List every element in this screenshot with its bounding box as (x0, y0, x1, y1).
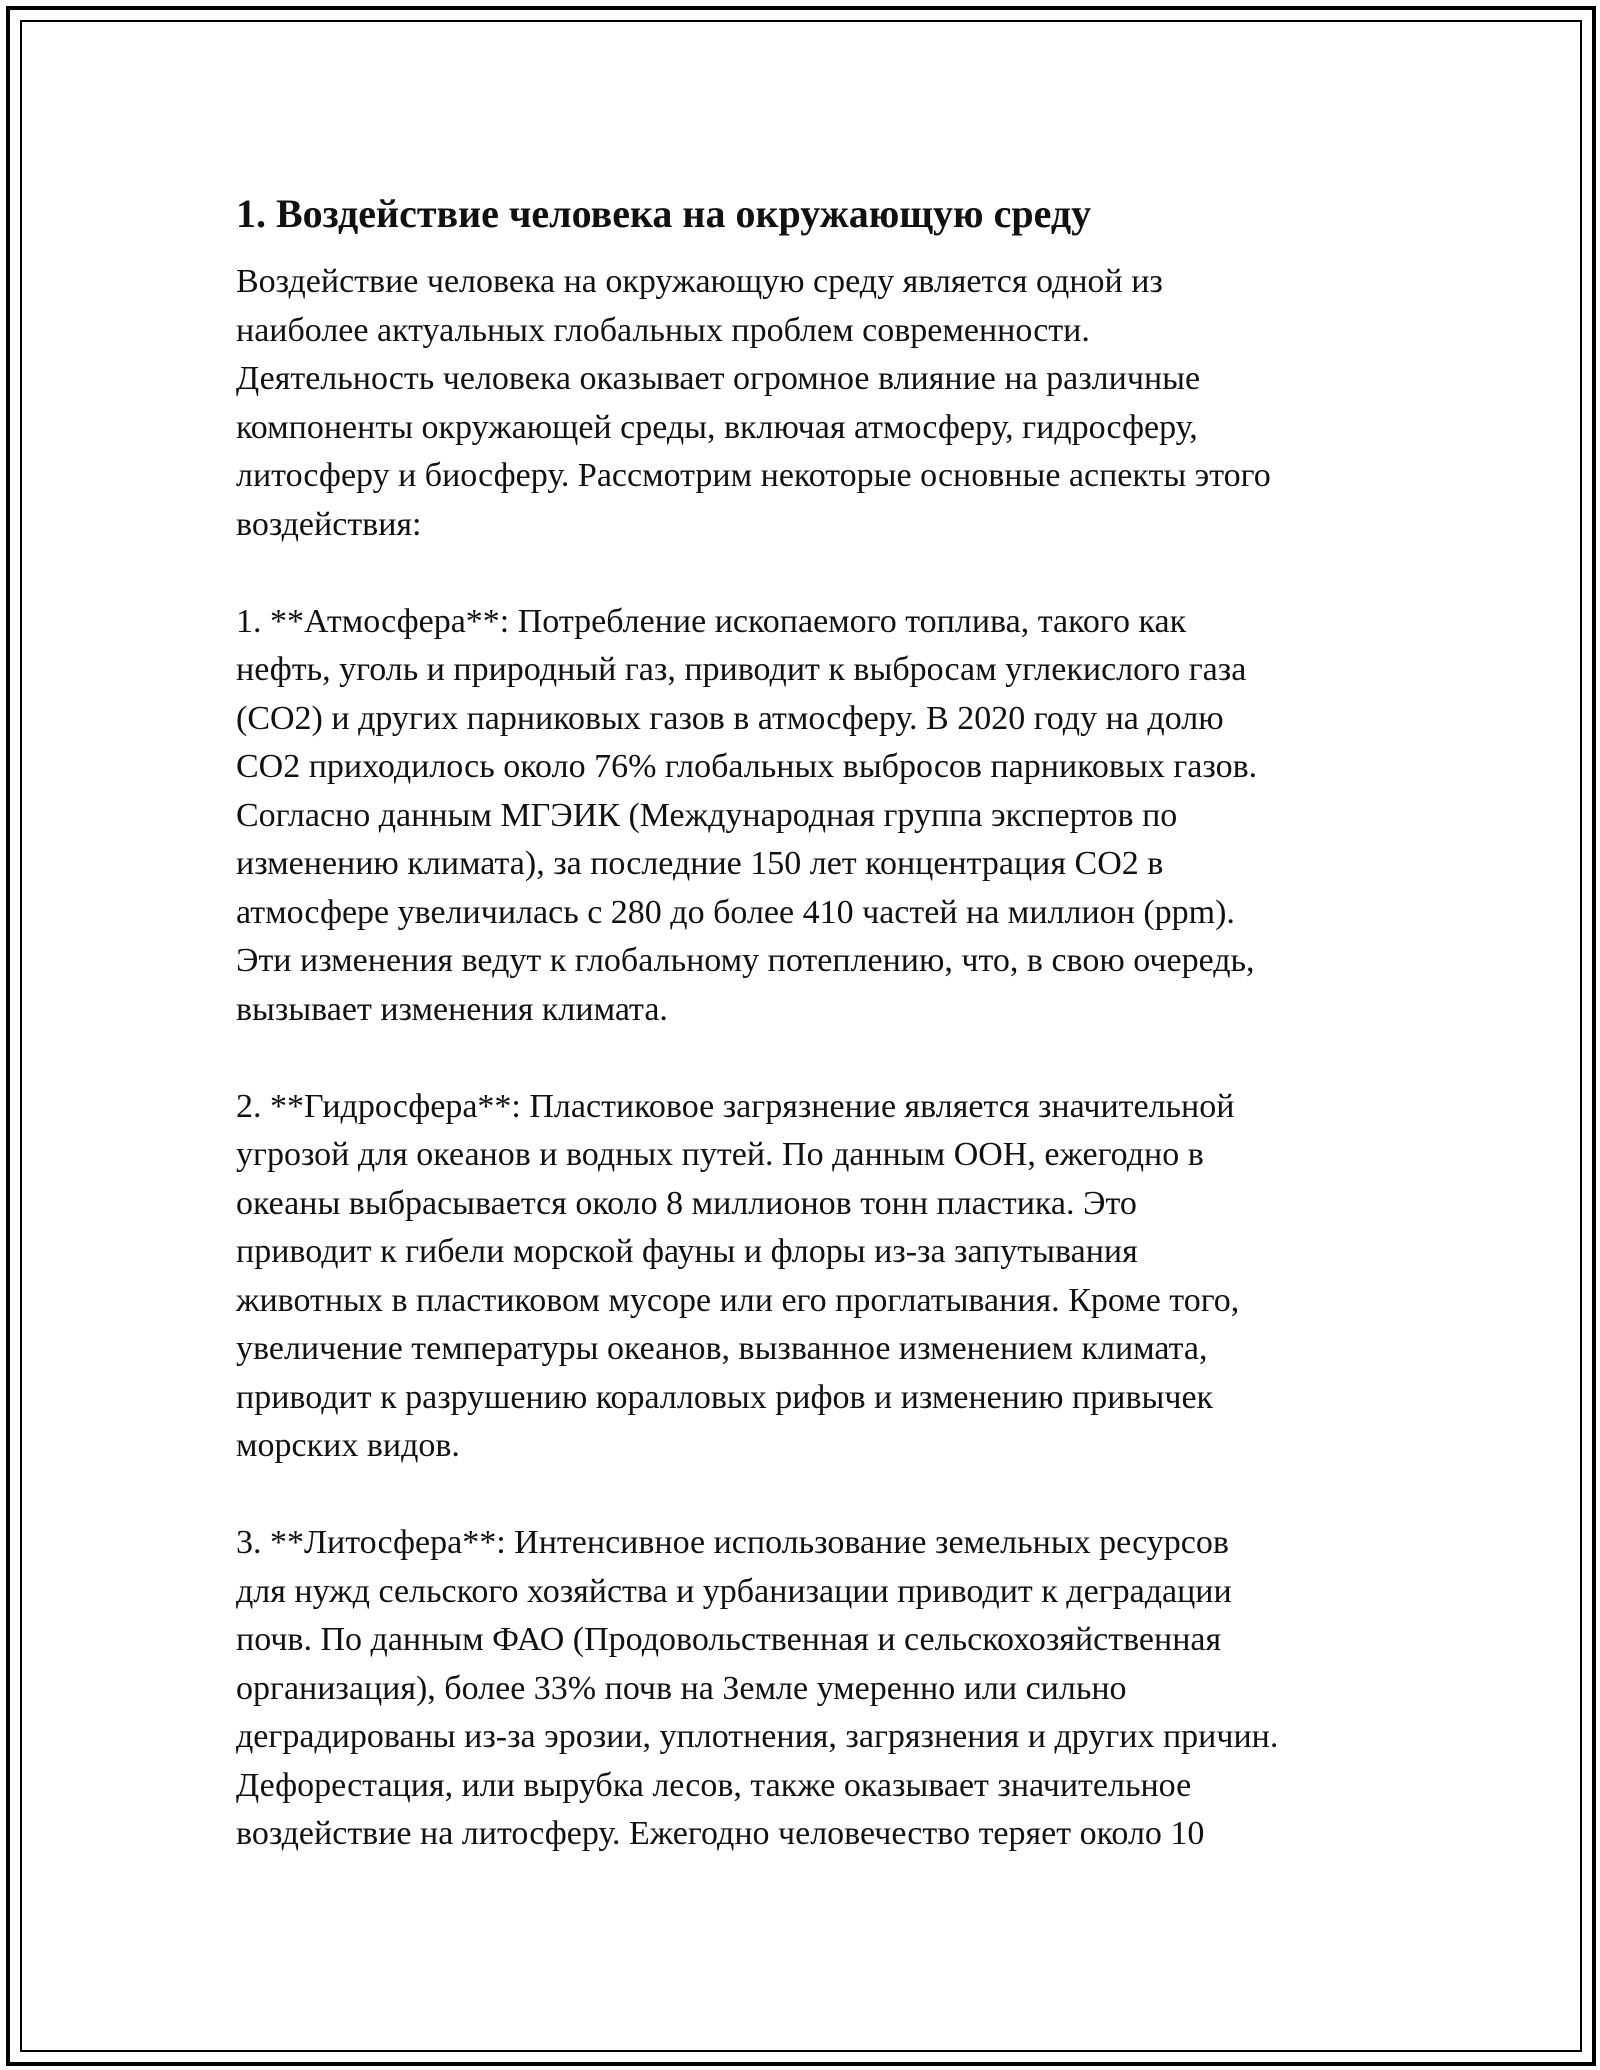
text-line: изменению климата), за последние 150 лет концентрация CO2 в (236, 845, 1164, 882)
text-line: атмосфере увеличилась с 280 до более 410 частей на миллион (ppm). (236, 893, 1235, 931)
text-line: литосферу и биосферу. Рассмотрим некоторые основные аспекты этого (236, 457, 1271, 494)
text-line: океаны выбрасывается около 8 миллионов тонн пластика. Это (236, 1184, 1137, 1222)
text-line: почв. По данным ФАО (Продовольственная и сельскохозяйственная (236, 1621, 1222, 1658)
paragraph-intro (236, 258, 1396, 549)
text-line: угрозой для океанов и водных путей. По данным ООН, ежегодно в (236, 1136, 1204, 1173)
text-line: увеличение температуры океанов, вызванное изменением климата, (236, 1330, 1208, 1367)
paragraph-lithosphere (236, 1519, 1396, 1859)
text-line: организация), более 33% почв на Земле умеренно или сильно (236, 1669, 1127, 1707)
text-line: приводит к гибели морской фауны и флоры из-за запутывания (236, 1233, 1138, 1270)
text-line: Деятельность человека оказывает огромное влияние на различные (236, 360, 1201, 397)
text-line: компоненты окружающей среды, включая атмосферу, гидросферу, (236, 408, 1198, 446)
paragraph-atmosphere (236, 598, 1396, 1035)
text-line: деградированы из-за эрозии, уплотнения, загрязнения и других причин. (236, 1718, 1279, 1755)
text-line: приводит к разрушению коралловых рифов и изменению привычек (236, 1378, 1214, 1416)
text-line: морских видов. (236, 1427, 460, 1464)
text-line: для нужд сельского хозяйства и урбанизации приводит к деградации (236, 1572, 1232, 1610)
text-line: 2. **Гидросфера**: Пластиковое загрязнение является значительной (236, 1087, 1235, 1125)
text-line: вызывает изменения климата. (236, 990, 668, 1028)
text-line: (CO2) и других парниковых газов в атмосферу. В 2020 году на долю (236, 699, 1224, 737)
text-line: 1. **Атмосфера**: Потребление ископаемого топлива, такого как (236, 602, 1187, 640)
text-line: воздействие на литосферу. Ежегодно человечество теряет около 10 (236, 1815, 1205, 1852)
document-body (236, 190, 1396, 1859)
text-line: 3. **Литосфера**: Интенсивное использование земельных ресурсов (236, 1524, 1229, 1561)
text-line: Дефорестация, или вырубка лесов, также оказывает значительное (236, 1766, 1192, 1804)
text-line: Эти изменения ведут к глобальному потеплению, что, в свою очередь, (236, 942, 1255, 979)
text-line: наиболее актуальных глобальных проблем современности. (236, 311, 1090, 349)
section-heading: 1. Воздействие человека на окружающую среду (236, 191, 1092, 236)
text-line: Согласно данным МГЭИК (Международная группа экспертов по (236, 796, 1178, 834)
text-line: Воздействие человека на окружающую среду является одной из (236, 263, 1163, 300)
text-line: CO2 приходилось около 76% глобальных выбросов парниковых газов. (236, 748, 1258, 785)
text-line: животных в пластиковом мусоре или его проглатывания. Кроме того, (236, 1281, 1240, 1319)
text-line: воздействия: (236, 505, 422, 543)
text-line: нефть, уголь и природный газ, приводит к выбросам углекислого газа (236, 651, 1247, 688)
paragraph-hydrosphere (236, 1083, 1396, 1471)
